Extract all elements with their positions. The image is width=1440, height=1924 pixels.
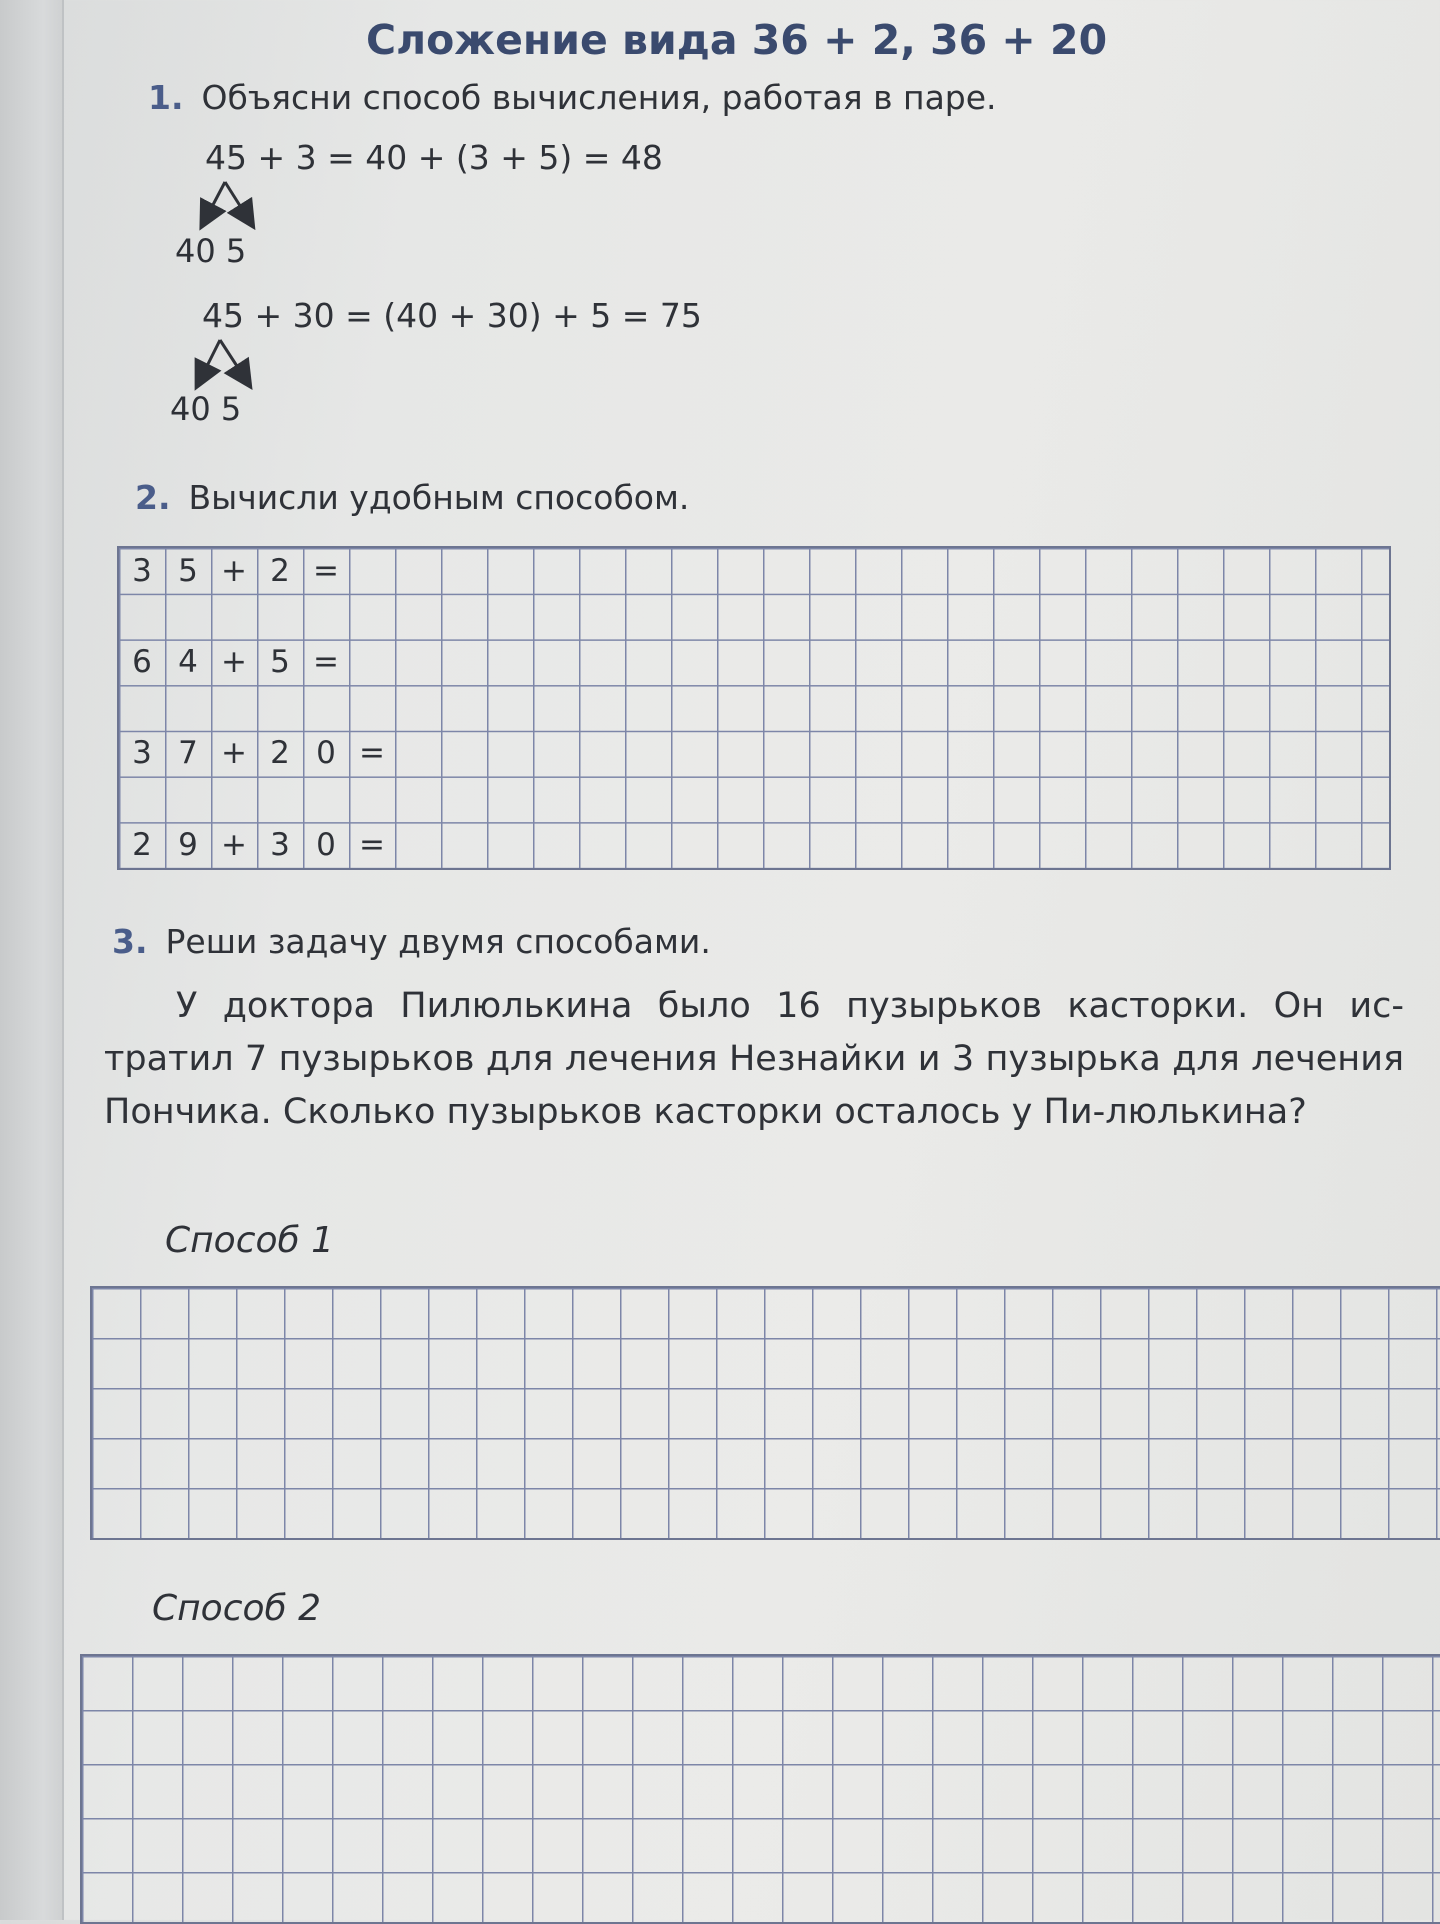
page-edge [0, 0, 64, 1920]
grid-cell: + [221, 735, 247, 771]
grid-cell: + [221, 553, 247, 589]
task-1-expression-1: 45 + 3 = 40 + (3 + 5) = 48 [205, 138, 663, 177]
grid-cell: 3 [132, 735, 152, 771]
task-1-decomposition-1 [175, 180, 275, 290]
grid-cell: 5 [178, 553, 198, 589]
grid-cell: 3 [270, 827, 290, 863]
task-3-problem [104, 980, 1404, 1139]
grid-cell: 0 [316, 735, 336, 771]
task-1-parts-1: 40 5 [175, 232, 247, 270]
grid-cell: 5 [270, 644, 290, 680]
grid-cell: 3 [132, 553, 152, 589]
grid-cell: 2 [270, 553, 290, 589]
way-1-label: Способ 1 [165, 1220, 335, 1261]
grid-cell: 7 [178, 735, 198, 771]
task-1-heading [148, 78, 997, 117]
problem-text: У доктора Пилюлькина было 16 пузырьков касторки. Он ис-тратил 7 пузырьков для лечения Незнайки и 3 пузырька для лечения Пончика. Сколько пузырьков касторки осталось у Пи-люлькина? [104, 986, 1404, 1132]
grid-cell: 2 [132, 827, 152, 863]
grid-cell: 4 [178, 644, 198, 680]
task-1-text: Объясни способ вычисления, работая в паре. [201, 78, 997, 117]
task-2-answer-grid[interactable] [117, 546, 1391, 870]
task-2-heading [135, 478, 689, 517]
grid-cell: = [313, 644, 339, 680]
grid-cell: 9 [178, 827, 198, 863]
task-3-heading [112, 922, 711, 961]
way-1-answer-grid[interactable] [90, 1286, 1440, 1540]
grid-cell: = [359, 735, 385, 771]
task-3-number: 3. [112, 922, 148, 961]
grid-cell: 6 [132, 644, 152, 680]
page-title: Сложение вида 36 + 2, 36 + 20 [366, 16, 1108, 64]
task-1-expression-2: 45 + 30 = (40 + 30) + 5 = 75 [202, 296, 702, 335]
grid-cell: 0 [316, 827, 336, 863]
task-3-text: Реши задачу двумя способами. [165, 922, 711, 961]
task-1-decomposition-2 [170, 338, 270, 448]
task-2-text: Вычисли удобным способом. [188, 478, 690, 517]
grid-cell: = [313, 553, 339, 589]
grid-cell: = [359, 827, 385, 863]
way-2-answer-grid[interactable] [80, 1654, 1440, 1924]
task-1-number: 1. [148, 78, 184, 117]
task-2-number: 2. [135, 478, 171, 517]
grid-cell: 2 [270, 735, 290, 771]
way-2-label: Способ 2 [152, 1588, 322, 1629]
grid-cell: + [221, 827, 247, 863]
task-1-parts-2: 40 5 [170, 390, 242, 428]
grid-cell: + [221, 644, 247, 680]
